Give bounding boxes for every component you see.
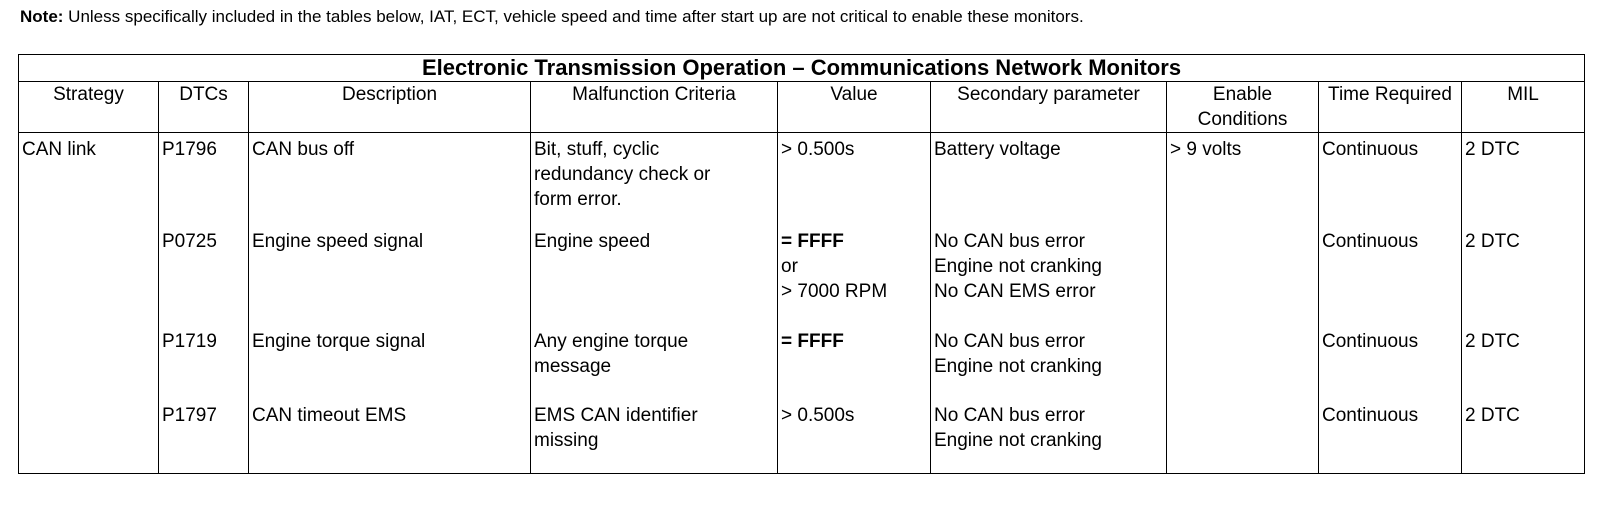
criteria-cell	[531, 329, 778, 403]
secondary-line: Engine not cranking	[934, 356, 1102, 377]
note-paragraph	[20, 6, 1580, 28]
enable-conditions-cell: > 9 volts	[1167, 133, 1319, 230]
description-cell: CAN timeout EMS	[249, 403, 531, 474]
value-line: = FFFF	[781, 331, 844, 352]
mil-cell: 2 DTC	[1462, 229, 1585, 329]
criteria-line: Engine speed	[534, 231, 651, 252]
secondary-line: Engine not cranking	[934, 430, 1102, 451]
enable-conditions-cell	[1167, 329, 1319, 403]
enable-conditions-cell	[1167, 229, 1319, 329]
secondary-parameter-cell	[931, 133, 1167, 230]
criteria-line: Any engine torque	[534, 331, 689, 352]
criteria-line: missing	[534, 430, 599, 451]
dtc-cell: P1797	[159, 403, 249, 474]
criteria-cell	[531, 133, 778, 230]
secondary-parameter-cell	[931, 403, 1167, 474]
dtc-cell: P0725	[159, 229, 249, 329]
criteria-line: form error.	[534, 189, 622, 210]
header-enable-conditions: Enable Conditions	[1167, 82, 1319, 133]
header-value: Value	[778, 82, 931, 133]
header-time-required: Time Required	[1319, 82, 1462, 133]
value-cell	[778, 329, 931, 403]
note-label: Note:	[20, 7, 64, 26]
criteria-cell	[531, 403, 778, 474]
header-mil: MIL	[1462, 82, 1585, 133]
secondary-line: No CAN bus error	[934, 405, 1085, 426]
header-secondary-parameter: Secondary parameter	[931, 82, 1167, 133]
secondary-parameter-cell	[931, 229, 1167, 329]
time-required-cell: Continuous	[1319, 403, 1462, 474]
description-cell: Engine torque signal	[249, 329, 531, 403]
secondary-line: No CAN bus error	[934, 331, 1085, 352]
criteria-line: redundancy check or	[534, 164, 711, 185]
mil-cell: 2 DTC	[1462, 403, 1585, 474]
strategy-cell-empty	[19, 229, 159, 329]
table-row	[19, 403, 1585, 474]
value-cell	[778, 133, 931, 230]
note-text: Unless specifically included in the tables below, IAT, ECT, vehicle speed and time after start up are not critical to enable these monitors.	[63, 7, 1084, 26]
strategy-cell-empty	[19, 403, 159, 474]
description-cell: CAN bus off	[249, 133, 531, 230]
value-line: = FFFF	[781, 231, 844, 252]
criteria-cell	[531, 229, 778, 329]
enable-conditions-cell	[1167, 403, 1319, 474]
secondary-parameter-cell	[931, 329, 1167, 403]
value-line: > 0.500s	[781, 405, 855, 426]
dtc-cell: P1719	[159, 329, 249, 403]
header-description: Description	[249, 82, 531, 133]
criteria-line: Bit, stuff, cyclic	[534, 139, 660, 160]
description-cell: Engine speed signal	[249, 229, 531, 329]
secondary-line: Engine not cranking	[934, 256, 1102, 277]
header-dtcs: DTCs	[159, 82, 249, 133]
criteria-line: message	[534, 356, 612, 377]
strategy-cell-empty	[19, 329, 159, 403]
dtc-cell: P1796	[159, 133, 249, 230]
criteria-line: EMS CAN identifier	[534, 405, 698, 426]
secondary-line: No CAN bus error	[934, 231, 1085, 252]
value-line: > 0.500s	[781, 139, 855, 160]
table-row	[19, 133, 1585, 230]
time-required-cell: Continuous	[1319, 133, 1462, 230]
secondary-line: Battery voltage	[934, 139, 1061, 160]
table-row	[19, 229, 1585, 329]
value-cell	[778, 403, 931, 474]
strategy-cell: CAN link	[19, 133, 159, 230]
table-row	[19, 329, 1585, 403]
communications-network-monitors-table	[18, 54, 1585, 474]
header-malfunction-criteria: Malfunction Criteria	[531, 82, 778, 133]
mil-cell: 2 DTC	[1462, 329, 1585, 403]
value-cell	[778, 229, 931, 329]
time-required-cell: Continuous	[1319, 229, 1462, 329]
value-line: > 7000 RPM	[781, 281, 888, 302]
header-strategy: Strategy	[19, 82, 159, 133]
secondary-line: No CAN EMS error	[934, 281, 1096, 302]
table-title: Electronic Transmission Operation – Communications Network Monitors	[19, 55, 1585, 82]
time-required-cell: Continuous	[1319, 329, 1462, 403]
mil-cell: 2 DTC	[1462, 133, 1585, 230]
value-line: or	[781, 256, 798, 277]
